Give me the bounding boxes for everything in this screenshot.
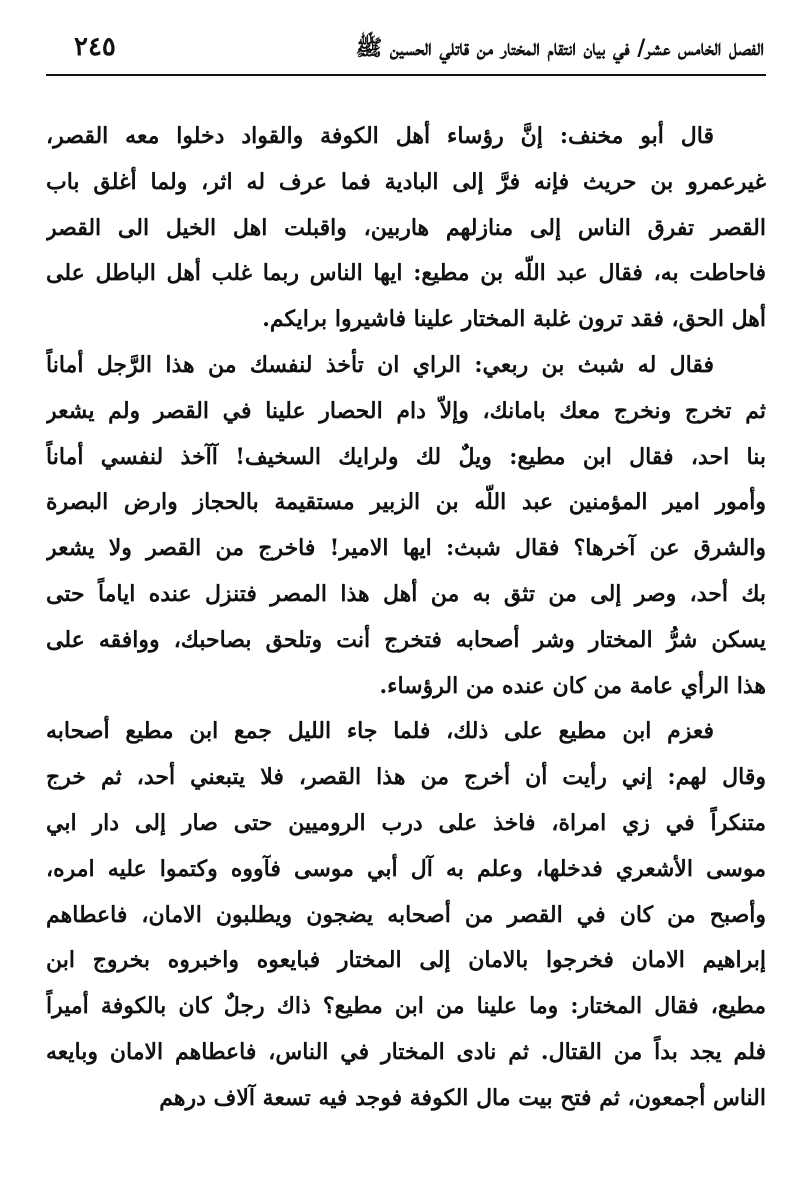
text-line: هذا الرأي عامة من كان عنده من الرؤساء.: [379, 672, 766, 699]
text-line: والشرق عن آخرها؟ فقال شبث: ايها الامير! فاخرج من القصر ولا يشعر: [46, 535, 766, 562]
text-line: أهل الحق، فقد ترون غلبة المختار علينا فاشيروا برايكم.: [262, 306, 766, 333]
paragraph: [46, 114, 766, 343]
text-line: الناس أجمعون، ثم فتح بيت مال الكوفة فوجد فيه تسعة آلاف درهم: [159, 1084, 766, 1111]
text-line: وقال لهم: إني رأيت أن أخرج من هذا القصر، فلا يتبعني أحد، ثم خرج: [46, 764, 766, 791]
text-line: فعزم ابن مطيع على ذلك، فلما جاء الليل جمع ابن مطيع أصحابه: [46, 718, 714, 745]
text-line: يسكن شرُّ المختار وشر أصحابه فتخرج أنت وتلحق بصاحبك، ووافقه على: [46, 626, 766, 653]
text-line: وأصبح من كان في القصر من أصحابه يضجون ويطلبون الامان، فاعطاهم: [46, 901, 766, 928]
text-line: إبراهيم الامان فخرجوا بالامان إلى المختار فبايعوه واخبروه بخروج ابن: [46, 947, 766, 974]
text-line: بنا احد، فقال ابن مطيع: ويلٌ لك ولرايك السخيف! آآخذ لنفسي أماناً: [46, 443, 766, 470]
text-line: مطيع، فقال المختار: وما علينا من ابن مطيع؟ ذاك رجلٌ كان بالكوفة أميراً: [46, 993, 766, 1020]
running-header: [46, 22, 766, 76]
text-line: موسى الأشعري فدخلها، وعلم به آل أبي موسى فآووه وكتموا عليه امره،: [46, 855, 766, 882]
chapter-title: الفصل الخامس عشر/ في بيان انتقام المختار من قاتلي الحسين ﷺ: [355, 35, 764, 61]
text-line: فاحاطت به، فقال عبد اللّه بن مطيع: ايها الناس ربما غلب أهل الباطل على: [46, 260, 766, 287]
text-line: وأمور امير المؤمنين عبد اللّه بن الزبير مستقيمة بالحجاز وارض البصرة: [46, 489, 766, 516]
text-line: فقال له شبث بن ربعي: الراي ان تأخذ لنفسك من هذا الرَّجل أماناً: [46, 351, 714, 378]
text-line: قال أبو مخنف: إنَّ رؤساء أهل الكوفة والقواد دخلوا معه القصر،: [46, 123, 714, 149]
text-line: القصر تفرق الناس إلى منازلهم هاربين، واقبلت اهل الخيل الى القصر: [46, 214, 766, 241]
page-number: ٢٤٥: [74, 32, 116, 62]
paragraph: [46, 343, 766, 709]
text-line: متنكراً في زي امراة، فاخذ على درب الروميين حتى صار إلى دار ابي: [46, 809, 766, 836]
text-line: ثم تخرج ونخرج معك بامانك، وإلاّ دام الحصار علينا في القصر ولم يشعر: [46, 397, 766, 424]
page-body: [46, 114, 766, 1122]
text-line: فلم يجد بداً من القتال. ثم نادى المختار في الناس، فاعطاهم الامان وبايعه: [46, 1038, 766, 1065]
text-line: بك أحد، وصر إلى من تثق به من أهل هذا المصر فتنزل عنده اياماً حتى: [46, 580, 766, 607]
paragraph: [46, 709, 766, 1121]
text-line: غيرعمرو بن حريث فإنه فرَّ إلى البادية فما عرف له اثر، ولما أغلق باب: [46, 168, 766, 195]
